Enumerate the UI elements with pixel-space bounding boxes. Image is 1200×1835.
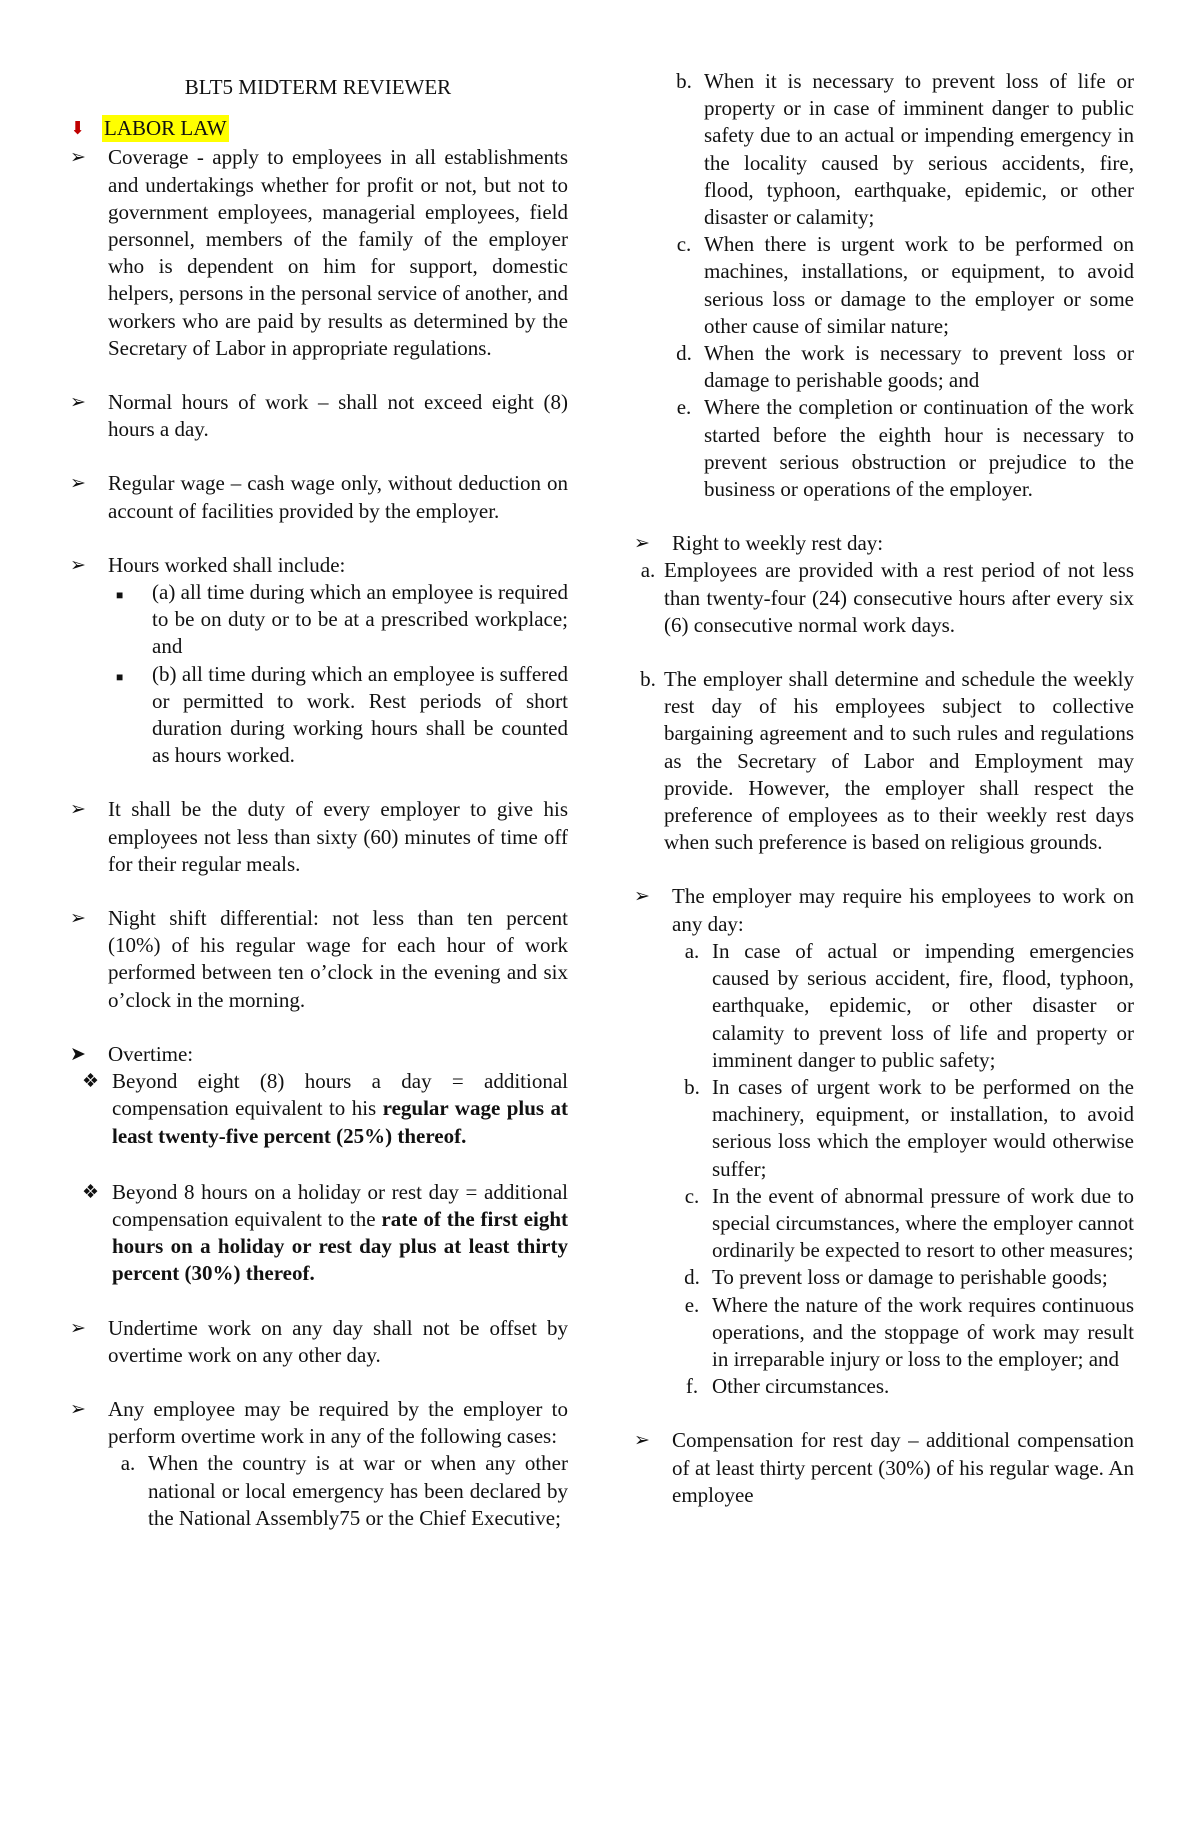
rest-day-b — [632, 666, 1134, 856]
require-work-e-text: Where the nature of the work requires continuous operations, and the stoppage of work may result in irreparable injury or loss to the employer; and — [712, 1292, 1134, 1371]
list-marker: e. — [684, 1292, 700, 1317]
arrow-bullet-icon: ➢ — [70, 554, 86, 576]
spacer — [632, 856, 1134, 883]
undertime-text: Undertime work on any day shall not be offset by overtime work on any other day. — [108, 1315, 568, 1367]
overtime-rule-1-text — [112, 1068, 568, 1150]
require-work-f — [672, 1373, 1134, 1400]
hours-worked-b — [108, 661, 568, 770]
overtime-case-c-text: When there is urgent work to be performed on machines, installations, or equipment, to avoid serious loss or damage to the employer or some other cause of similar nature; — [704, 232, 1134, 338]
require-work-b — [672, 1074, 1134, 1183]
rest-day-list — [632, 557, 1134, 856]
list-marker: d. — [684, 1265, 700, 1290]
document-title: BLT5 MIDTERM REVIEWER — [184, 75, 452, 99]
rest-day-compensation-text: Compensation for rest day – additional compensation of at least thirty percent (30%) of his regular wage. An employee — [672, 1428, 1134, 1507]
normal-hours-item — [68, 389, 568, 443]
rest-day-a — [632, 557, 1134, 639]
overtime-rule-1-bold: regular wage plus at least twenty-five percent (25%) thereof. — [112, 1096, 568, 1148]
meals-item — [68, 796, 568, 878]
overtime-rules — [68, 1068, 568, 1287]
require-work-body — [672, 883, 1134, 1400]
overtime-case-e-text: Where the completion or continuation of the work started before the eighth hour is necessary to prevent serious obstruction or prejudice to the business or operations of the employer. — [704, 395, 1134, 502]
overtime-cases-item — [68, 1396, 568, 1532]
overtime-rule-2-plain: Beyond 8 hours on a holiday or rest day = additional compensation equivalent to the — [112, 1179, 568, 1231]
list-marker: a. — [640, 558, 656, 583]
section-heading-text: LABOR LAW — [102, 115, 229, 142]
hours-worked-intro: Hours worked shall include: — [108, 552, 346, 577]
arrow-bullet-icon: ➢ — [70, 147, 86, 169]
require-work-d — [672, 1264, 1134, 1291]
arrow-bullet-icon: ➢ — [70, 1398, 86, 1420]
hours-worked-item — [68, 552, 568, 770]
require-work-intro: The employer may require his employees to work on any day: — [672, 884, 1134, 936]
spacer — [68, 1288, 568, 1315]
list-marker: a. — [120, 1451, 136, 1476]
hours-worked-a — [108, 579, 568, 661]
overtime-case-a — [108, 1450, 568, 1532]
arrow-bullet-icon: ➢ — [70, 799, 86, 821]
overtime-case-d — [664, 340, 1134, 394]
square-bullet-icon: ■ — [116, 588, 124, 603]
overtime-rule-1 — [68, 1068, 568, 1150]
coverage-text: Coverage - apply to employees in all establishments and undertakings whether for profit or not, but not to government employees, managerial employees, field personnel, members of the family of the employer who is dependent on him for support, domestic helpers, persons in the personal service of another, and workers who are paid by results as determined by the Secretary of Labor in appropriate regulations. — [108, 145, 568, 360]
arrow-bullet-icon: ➢ — [70, 392, 86, 414]
list-marker: b. — [640, 667, 656, 692]
hours-worked-b-text: (b) all time during which an employee is suffered or permitted to work. Rest periods of short duration during working hours shall be counted as hours worked. — [152, 661, 568, 768]
overtime-case-e — [664, 394, 1134, 503]
meals-text: It shall be the duty of every employer to give his employees not less than sixty (60) minutes of time off for their regular meals. — [108, 797, 568, 876]
list-marker: b. — [684, 1074, 700, 1099]
overtime-case-c — [664, 231, 1134, 340]
overtime-cases-intro: Any employee may be required by the employer to perform overtime work in any of the following cases: — [108, 1396, 568, 1449]
require-work-d-text: To prevent loss or damage to perishable goods; — [712, 1265, 1108, 1290]
rest-day-b-text: The employer shall determine and schedule the weekly rest day of his employees subject to collective bargaining agreement and to such rules and regulations as the Secretary of Labor and Employment may provide. However, the employer shall respect the preference of employees as to their weekly rest days when such preference is based on religious grounds. — [664, 667, 1134, 855]
overtime-case-d-text: When the work is necessary to prevent loss or damage to perishable goods; and — [704, 341, 1134, 393]
rest-day-item — [632, 530, 1134, 557]
hours-worked-body — [108, 552, 568, 770]
spacer — [632, 639, 1134, 666]
spacer — [68, 1150, 568, 1177]
overtime-case-a-text: When the country is at war or when any other national or local emergency has been declared by the National Assembly75 or the Chief Executive; — [148, 1451, 568, 1530]
regular-wage-text: Regular wage – cash wage only, without deduction on account of facilities provided by the employer. — [108, 471, 568, 523]
require-work-e — [672, 1292, 1134, 1374]
heading-marker-icon: ⬇ — [70, 118, 86, 139]
left-column — [68, 68, 568, 1532]
diamond-bullet-icon: ❖ — [82, 1181, 100, 1203]
section-heading — [68, 115, 568, 142]
night-shift-item — [68, 905, 568, 1014]
coverage-item — [68, 144, 568, 362]
require-work-a-text: In case of actual or impending emergencies caused by serious accident, fire, flood, typhoon, earthquake, epidemic, or other disaster or calamity to prevent loss of life and property or imminent danger to public safety; — [712, 938, 1134, 1072]
diamond-bullet-icon: ❖ — [82, 1071, 100, 1093]
overtime-body — [108, 1041, 568, 1068]
require-work-b-text: In cases of urgent work to be performed on the machinery, equipment, or installation, to avoid serious loss which the employer would otherwise suffer; — [712, 1074, 1134, 1181]
require-work-c — [672, 1183, 1134, 1265]
arrow-bullet-icon: ➢ — [634, 533, 650, 555]
overtime-rule-2-bold: rate of the first eight hours on a holiday or rest day plus at least thirty percent (30%) thereof. — [112, 1206, 569, 1286]
require-work-item — [632, 883, 1134, 1400]
arrow-bullet-icon: ➢ — [634, 1430, 650, 1452]
overtime-rule-2-text — [112, 1179, 568, 1288]
arrow-bullet-icon: ➢ — [634, 886, 650, 908]
list-marker: b. — [676, 69, 692, 93]
list-marker: d. — [676, 341, 692, 366]
require-work-c-text: In the event of abnormal pressure of work due to special circumstances, where the employer cannot ordinarily be expected to resort to other measures; — [712, 1183, 1134, 1263]
overtime-cases-continued — [632, 68, 1134, 503]
spacer — [632, 503, 1134, 530]
regular-wage-item — [68, 470, 568, 524]
arrow-bullet-icon: ➢ — [70, 473, 86, 495]
require-work-a — [672, 938, 1134, 1074]
spacer — [632, 1400, 1134, 1427]
arrow-bullet-icon: ➢ — [70, 908, 86, 930]
arrow-bullet-icon: ➢ — [70, 1317, 86, 1339]
hours-worked-a-text: (a) all time during which an employee is required to be on duty or to be at a prescribed workplace; and — [152, 580, 568, 659]
undertime-item — [68, 1315, 568, 1369]
list-marker: e. — [676, 395, 692, 420]
overtime-case-b-text: When it is necessary to prevent loss of life or property or in case of imminent danger to public safety due to an actual or impending emergency in the locality caused by serious accidents, fire, flood, typhoon, earthquake, epidemic, or other disaster or calamity; — [704, 69, 1134, 230]
right-column — [632, 68, 1134, 1509]
square-bullet-icon: ■ — [116, 669, 124, 684]
list-marker: a. — [684, 938, 700, 963]
list-marker: c. — [684, 1183, 700, 1208]
rest-day-body — [672, 530, 1134, 557]
overtime-rule-2 — [68, 1179, 568, 1288]
normal-hours-text: Normal hours of work – shall not exceed eight (8) hours a day. — [108, 390, 568, 442]
require-work-f-text: Other circumstances. — [712, 1374, 890, 1399]
list-marker: c. — [676, 232, 692, 257]
overtime-item — [68, 1041, 568, 1068]
rest-day-intro: Right to weekly rest day: — [672, 531, 884, 556]
night-shift-text: Night shift differential: not less than ten percent (10%) of his regular wage for each hour of work performed between ten o’clock in the evening and six o’clock in the morning. — [108, 906, 568, 1012]
overtime-cases-body — [108, 1396, 568, 1532]
rest-day-a-text: Employees are provided with a rest period of not less than twenty-four (24) consecutive hours after every six (6) consecutive normal work days. — [664, 558, 1134, 637]
arrow-bullet-icon: ➤ — [70, 1043, 86, 1065]
overtime-rule-1-plain: Beyond eight (8) hours a day = additional compensation equivalent to his — [112, 1069, 568, 1121]
overtime-intro: Overtime: — [108, 1041, 194, 1066]
list-marker: f. — [685, 1374, 699, 1399]
overtime-case-b — [664, 68, 1134, 231]
rest-day-compensation-item — [632, 1427, 1134, 1509]
